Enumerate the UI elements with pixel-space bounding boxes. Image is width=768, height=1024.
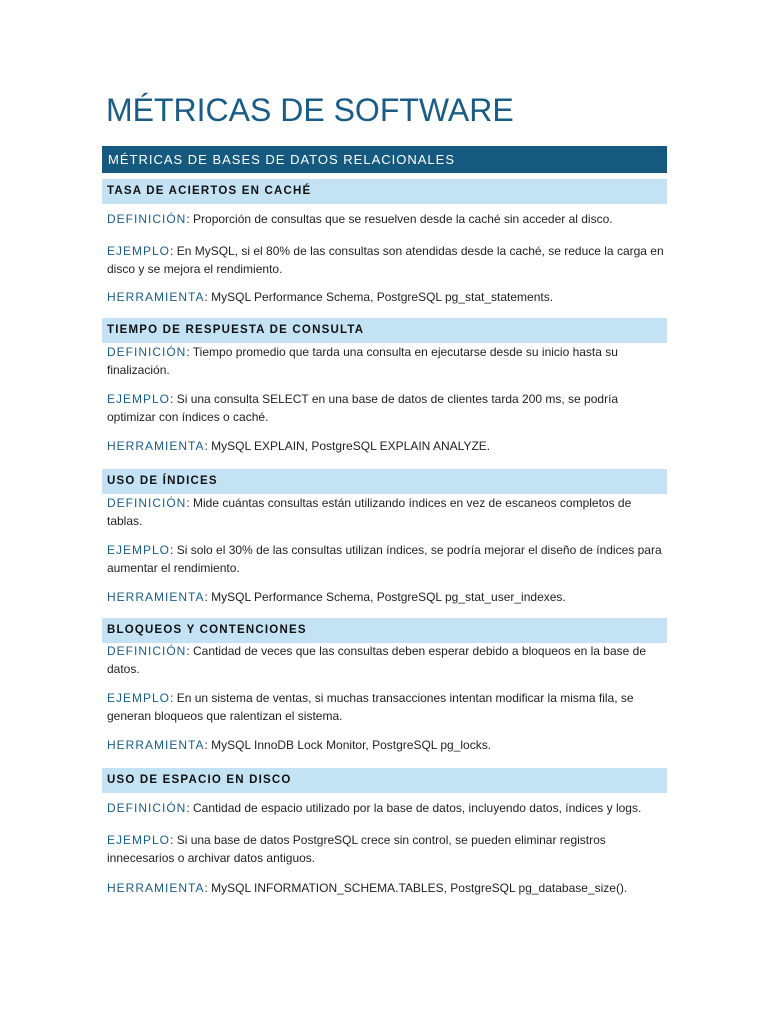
page-title: MÉTRICAS DE SOFTWARE (106, 92, 514, 128)
metric-heading-index-usage: USO DE ÍNDICES (102, 469, 667, 494)
tool-label: HERRAMIENTA (107, 439, 205, 453)
example-paragraph: EJEMPLO: Si una consulta SELECT en una base de datos de clientes tarda 200 ms, se podría optimizar con índices o caché. (107, 392, 619, 424)
definition-paragraph: DEFINICIÓN: Cantidad de espacio utilizado por la base de datos, incluyendo datos, índices y logs. (107, 801, 642, 815)
definition-label: DEFINICIÓN (107, 212, 187, 226)
tool-paragraph: HERRAMIENTA: MySQL Performance Schema, PostgreSQL pg_stat_statements. (107, 290, 554, 304)
definition-text: Cantidad de espacio utilizado por la base de datos, incluyendo datos, índices y logs. (193, 801, 642, 815)
example-text: Si solo el 30% de las consultas utilizan índices, se podría mejorar el diseño de índices para aumentar el rendimiento. (107, 543, 662, 575)
example-label: EJEMPLO (107, 833, 171, 847)
tool-label: HERRAMIENTA (107, 881, 205, 895)
definition-paragraph: DEFINICIÓN: Proporción de consultas que se resuelven desde la caché sin acceder al disco. (107, 212, 613, 226)
definition-label: DEFINICIÓN (107, 496, 187, 510)
example-label: EJEMPLO (107, 392, 171, 406)
example-paragraph: EJEMPLO: Si solo el 30% de las consultas utilizan índices, se podría mejorar el diseño de índices para aumentar el rendimiento. (107, 543, 662, 575)
definition-text: Proporción de consultas que se resuelven desde la caché sin acceder al disco. (193, 212, 613, 226)
metric-heading-disk-usage: USO DE ESPACIO EN DISCO (102, 768, 667, 793)
example-text: En un sistema de ventas, si muchas transacciones intentan modificar la misma fila, se generan bloqueos que ralentizan el sistema. (107, 691, 634, 723)
metric-heading-cache-hit: TASA DE ACIERTOS EN CACHÉ (102, 179, 667, 204)
tool-text: MySQL InnoDB Lock Monitor, PostgreSQL pg_locks. (211, 738, 492, 752)
definition-label: DEFINICIÓN (107, 801, 187, 815)
example-text: En MySQL, si el 80% de las consultas son atendidas desde la caché, se reduce la carga en disco y se mejora el rendimiento. (107, 244, 664, 276)
definition-paragraph: DEFINICIÓN: Tiempo promedio que tarda una consulta en ejecutarse desde su inicio hasta su finalización. (107, 345, 618, 377)
tool-paragraph: HERRAMIENTA: MySQL Performance Schema, PostgreSQL pg_stat_user_indexes. (107, 590, 566, 604)
definition-label: DEFINICIÓN (107, 345, 187, 359)
definition-paragraph: DEFINICIÓN: Mide cuántas consultas están utilizando índices en vez de escaneos completos de tablas. (107, 496, 632, 528)
definition-paragraph: DEFINICIÓN: Cantidad de veces que las consultas deben esperar debido a bloqueos en la base de datos. (107, 644, 647, 676)
example-paragraph: EJEMPLO: Si una base de datos PostgreSQL crece sin control, se pueden eliminar registros innecesarios o archivar datos antiguos. (107, 833, 606, 865)
example-text: Si una base de datos PostgreSQL crece sin control, se pueden eliminar registros innecesarios o archivar datos antiguos. (107, 833, 606, 865)
section-banner: MÉTRICAS DE BASES DE DATOS RELACIONALES (102, 146, 667, 173)
example-paragraph: EJEMPLO: En MySQL, si el 80% de las consultas son atendidas desde la caché, se reduce la carga en disco y se mejora el rendimiento. (107, 244, 664, 276)
example-label: EJEMPLO (107, 543, 171, 557)
tool-text: MySQL INFORMATION_SCHEMA.TABLES, PostgreSQL pg_database_size(). (211, 881, 628, 895)
tool-paragraph: HERRAMIENTA: MySQL InnoDB Lock Monitor, PostgreSQL pg_locks. (107, 738, 492, 752)
tool-label: HERRAMIENTA (107, 290, 205, 304)
tool-text: MySQL Performance Schema, PostgreSQL pg_stat_statements. (211, 290, 554, 304)
example-label: EJEMPLO (107, 244, 171, 258)
tool-paragraph: HERRAMIENTA: MySQL INFORMATION_SCHEMA.TABLES, PostgreSQL pg_database_size(). (107, 881, 628, 895)
definition-label: DEFINICIÓN (107, 644, 187, 658)
tool-label: HERRAMIENTA (107, 590, 205, 604)
metric-heading-locks: BLOQUEOS Y CONTENCIONES (102, 618, 667, 643)
example-label: EJEMPLO (107, 691, 171, 705)
example-text: Si una consulta SELECT en una base de datos de clientes tarda 200 ms, se podría optimizar con índices o caché. (107, 392, 619, 424)
definition-text: Cantidad de veces que las consultas deben esperar debido a bloqueos en la base de datos. (107, 644, 647, 676)
tool-paragraph: HERRAMIENTA: MySQL EXPLAIN, PostgreSQL EXPLAIN ANALYZE. (107, 439, 491, 453)
tool-label: HERRAMIENTA (107, 738, 205, 752)
tool-text: MySQL Performance Schema, PostgreSQL pg_stat_user_indexes. (211, 590, 566, 604)
definition-text: Mide cuántas consultas están utilizando índices en vez de escaneos completos de tablas. (107, 496, 632, 528)
metric-heading-response-time: TIEMPO DE RESPUESTA DE CONSULTA (102, 318, 667, 343)
definition-text: Tiempo promedio que tarda una consulta en ejecutarse desde su inicio hasta su finalización. (107, 345, 618, 377)
tool-text: MySQL EXPLAIN, PostgreSQL EXPLAIN ANALYZE. (211, 439, 491, 453)
example-paragraph: EJEMPLO: En un sistema de ventas, si muchas transacciones intentan modificar la misma fila, se generan bloqueos que ralentizan el sistema. (107, 691, 634, 723)
